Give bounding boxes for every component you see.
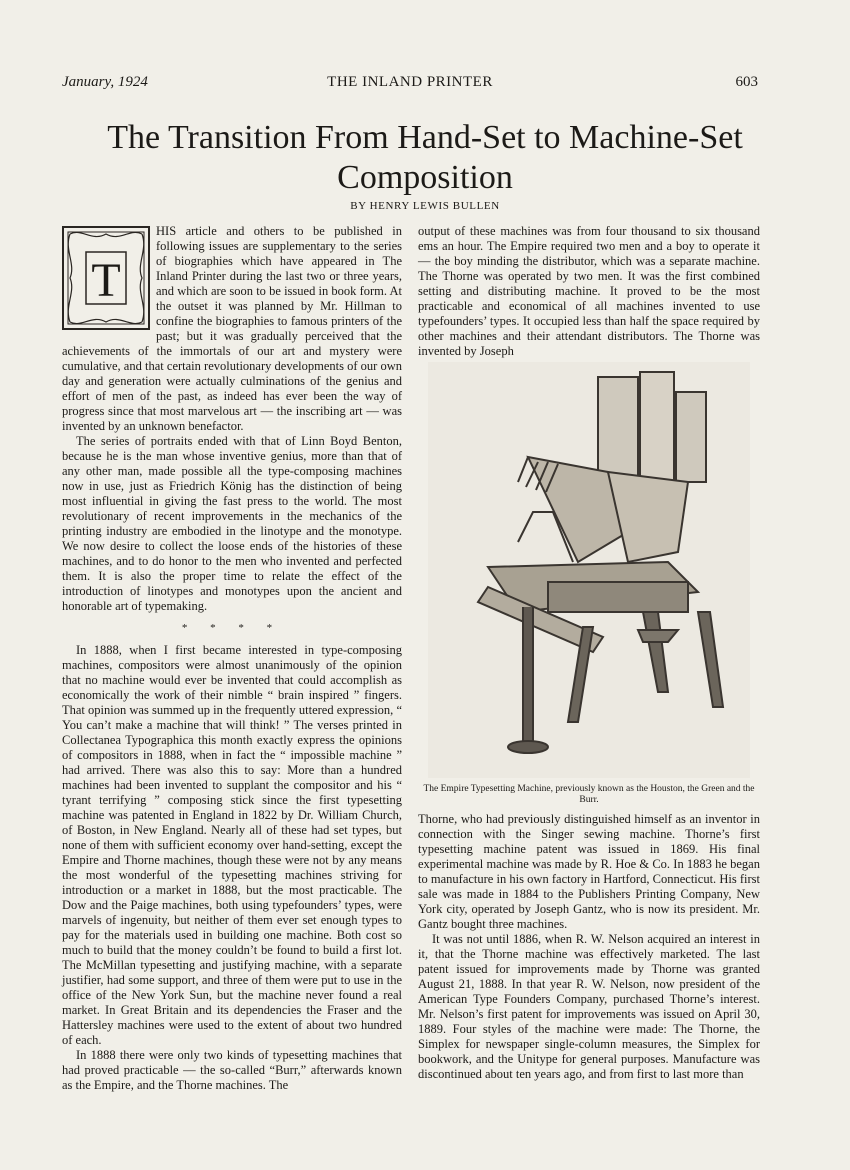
paragraph: HIS article and others to be published in following issues are supplementary to the series of biographies which have appeared in The Inland Printer during the last two or three years, and which are soon to be issued in book form. At the outset it was planned by Mr. Hillman to confine the biographies to famous printers of the past; but it was gradually perceived that the achievements of the immortals of our art and mystery were cumulative, and that certain revolutionary developments of our own day and generation were actually culminations of the genius and effort of men of the past, as indeed has ever been the way of progress since that most marvelous art — the inscribing art — was invented by an unknown benefactor. xyxy=(62,224,402,433)
typesetting-machine-icon xyxy=(428,362,750,778)
byline: BY HENRY LEWIS BULLEN xyxy=(350,200,500,212)
paragraph: output of these machines was from four thousand to six thousand ems an hour. The Empire required two men and a boy to operate it — the boy minding the distributor, which was a separate machine. The Thorne was operated by two men. It was the first combined setting and distributing machine. It proved to be the most practicable and economical of all machines invented to use typefounders’ types. It occupied less than half the space required by other machines and their attendant distributors. The Thorne was invented by Joseph xyxy=(418,224,760,358)
right-column-upper xyxy=(418,224,760,359)
article-title: The Transition From Hand-Set to Machine-Set Composition xyxy=(107,119,743,196)
paragraph: The series of portraits ended with that of Linn Boyd Benton, because he is the man whose inventive genius, more than that of any other man, made possible all the type-composing machines now in use, just as Friedrich König has the distinction of being most influential in giving the fast press to the world. The most revolutionary of recent improvements in the mechanics of the printing industry are embodied in the linotype and the monotype. We now desire to collect the loose ends of the histories of these machines, and to do honor to the men who invented and perfected them. It is also the proper time to relate the effect of the introduction of linotypes and monotypes upon the ancient and honorable art of typemaking. xyxy=(62,434,402,613)
left-column xyxy=(62,224,402,1093)
right-column-lower xyxy=(418,812,760,1082)
figure-caption: The Empire Typesetting Machine, previously known as the Houston, the Green and the Burr. xyxy=(423,784,755,805)
paragraph: Thorne, who had previously distinguished himself as an inventor in connection with the Singer sewing machine. Thorne’s first typesetting machine patent was issued in 1869. His final experimental machine was made by R. Hoe & Co. In 1883 he began to manufacture in his own factory in Hartford, Connecticut. His first sale was made in 1884 to the Publishers Printing Company, New York city, operated by Joseph Gantz, who is now its president. Mr. Gantz bought three machines. xyxy=(418,812,760,931)
page-number: 603 xyxy=(735,74,758,90)
section-separator: * * * * xyxy=(181,622,283,634)
machine-illustration xyxy=(428,362,750,778)
drop-cap-letter: T xyxy=(91,254,121,307)
ornamental-initial-icon xyxy=(62,226,150,330)
paragraph: In 1888, when I first became interested in type-composing machines, compositors were almost unanimously of the opinion that no machine would ever be invented that could accomplish as economically the work of their nimble “ brain inspired ” fingers. That opinion was summed up in the frequently uttered expression, “ You can’t make a machine that will think! ” The verses printed in Collectanea Typographica this month exactly express the opinions of compositors in 1888, when in fact the “ impossible machine ” had arrived. There was also this to say: More than a hundred machines had been invented to supplant the compositor and his “ tyrant terrifying ” composing stick since the first typesetting machine was patented in England in 1822 by Dr. William Church, of Boston, in New England. Nearly all of these had set types, but none of them with sufficient economy over hand-setting, except the Empire and Thorne machines, though these were not by any means the most wonderful of the typesetting machines striving for introduction or a market in 1888, but the most practicable. The Dow and the Paige machines, both using typefounders’ types, were marvels of ingenuity, but neither of them ever set enough types to pay for the materials used in building one machine. Both cost so much to build that the money couldn’t be found to build a first lot. The McMillan typesetting and justifying machine, with a separate justifier, had some support, and three of them were put to use in the office of the New York Sun, but the machine never found a real market. In Great Britain and its dependencies the Fraser and the Hattersley machines were used to the extent of about two hundred of each. xyxy=(62,643,402,1047)
paragraph: In 1888 there were only two kinds of typesetting machines that had proved practicable — the so-called “Burr,” afterwards known as the Empire, and the Thorne machines. The xyxy=(62,1048,402,1092)
running-head xyxy=(62,74,758,96)
paragraph: It was not until 1886, when R. W. Nelson acquired an interest in it, that the Thorne machine was effectively marketed. The last patent issued for improvements made by Thorne was granted August 21, 1888. In that year R. W. Nelson, now president of the American Type Founders Company, purchased Thorne’s interest. Mr. Nelson’s first patent for improvements was issued on April 30, 1889. Four styles of the machine were made: The Thorne, the Simplex for newspaper single-column measures, the Simplex for bookwork, and the Unitype for general purposes. Manufacture was discontinued about ten years ago, and from first to last more than xyxy=(418,932,760,1081)
publication-name: THE INLAND PRINTER xyxy=(327,74,493,90)
issue-date: January, 1924 xyxy=(62,74,148,90)
